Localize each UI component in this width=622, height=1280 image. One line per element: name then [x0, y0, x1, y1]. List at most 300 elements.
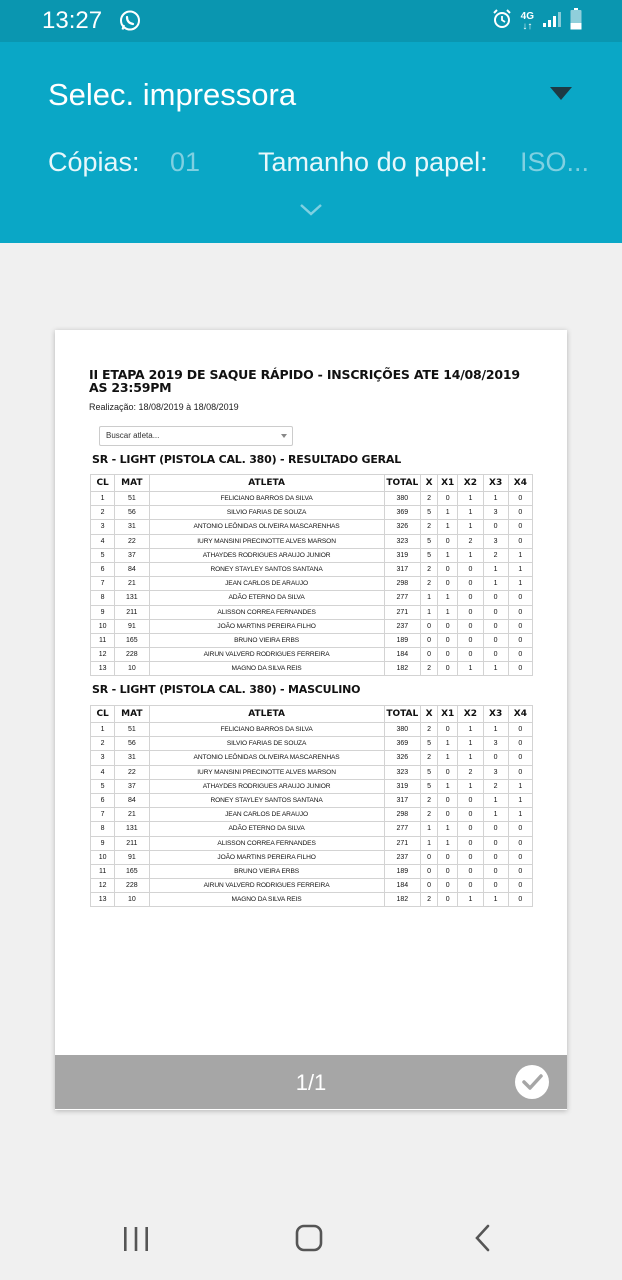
battery-icon — [570, 8, 582, 35]
table-cell: 2 — [420, 793, 437, 807]
athlete-name-cell: JEAN CARLOS DE ARAUJO — [149, 577, 384, 591]
athlete-name-cell: ATHAYDES RODRIGUES ARAUJO JUNIOR — [149, 548, 384, 562]
table-cell: 1 — [458, 893, 483, 907]
athlete-name-cell: JOÃO MARTINS PEREIRA FILHO — [149, 619, 384, 633]
table-cell: 1 — [508, 779, 532, 793]
column-header: X2 — [458, 475, 483, 492]
table-cell: 1 — [438, 605, 458, 619]
table-cell: 277 — [384, 591, 420, 605]
table-cell: 5 — [91, 779, 115, 793]
table-cell: 3 — [483, 765, 508, 779]
table-cell: 2 — [420, 723, 437, 737]
table-cell: 9 — [91, 836, 115, 850]
table-cell: 12 — [91, 879, 115, 893]
table-row — [91, 808, 533, 822]
table-cell: 0 — [458, 619, 483, 633]
table-cell: 0 — [458, 562, 483, 576]
table-row — [91, 879, 533, 893]
table-cell: 0 — [483, 605, 508, 619]
athlete-name-cell: MAGNO DA SILVA REIS — [149, 893, 384, 907]
table-cell: 3 — [91, 751, 115, 765]
table-cell: 5 — [420, 534, 437, 548]
printer-selector[interactable]: Selec. impressora — [48, 77, 297, 112]
table-cell: 1 — [420, 822, 437, 836]
table-cell: 3 — [483, 506, 508, 520]
table-cell: 3 — [483, 534, 508, 548]
document-realization: Realização: 18/08/2019 à 18/08/2019 — [89, 402, 239, 412]
table-row — [91, 662, 533, 676]
athlete-name-cell: AIRUN VALVERD RODRIGUES FERREIRA — [149, 648, 384, 662]
table-cell: 380 — [384, 492, 420, 506]
athlete-name-cell: IURY MANSINI PRECINOTTE ALVES MARSON — [149, 765, 384, 779]
table-cell: 0 — [483, 864, 508, 878]
table-cell: 3 — [91, 520, 115, 534]
table-cell: 8 — [91, 822, 115, 836]
column-header: X3 — [483, 475, 508, 492]
table-cell: 84 — [115, 793, 149, 807]
alarm-icon — [491, 8, 513, 35]
table-cell: 131 — [115, 822, 149, 836]
column-header: TOTAL — [384, 475, 420, 492]
table-cell: 319 — [384, 779, 420, 793]
table-cell: 0 — [438, 534, 458, 548]
table-cell: 0 — [458, 879, 483, 893]
table-cell: 0 — [420, 633, 437, 647]
table-cell: 0 — [483, 822, 508, 836]
table-row — [91, 577, 533, 591]
table-cell: 2 — [420, 577, 437, 591]
table-cell: 323 — [384, 765, 420, 779]
table-cell: 0 — [458, 822, 483, 836]
table-cell: 326 — [384, 751, 420, 765]
athlete-name-cell: ALISSON CORREA FERNANDES — [149, 836, 384, 850]
column-header: ATLETA — [149, 706, 384, 723]
table-cell: 56 — [115, 737, 149, 751]
table-cell: 1 — [483, 793, 508, 807]
table-cell: 1 — [438, 836, 458, 850]
table-cell: 0 — [483, 879, 508, 893]
table-row — [91, 648, 533, 662]
column-header: X1 — [438, 475, 458, 492]
table-cell: 0 — [508, 737, 532, 751]
table-cell: 271 — [384, 605, 420, 619]
table-cell: 10 — [115, 893, 149, 907]
table-cell: 0 — [420, 619, 437, 633]
table-cell: 380 — [384, 723, 420, 737]
table-cell: 1 — [438, 737, 458, 751]
table-cell: 2 — [483, 779, 508, 793]
table-cell: 3 — [483, 737, 508, 751]
table-cell: 0 — [508, 765, 532, 779]
table-cell: 0 — [508, 836, 532, 850]
table-cell: 326 — [384, 520, 420, 534]
athlete-name-cell: ADÃO ETERNO DA SILVA — [149, 591, 384, 605]
table-row — [91, 737, 533, 751]
table-cell: 0 — [508, 492, 532, 506]
table-row — [91, 850, 533, 864]
table-cell: 0 — [508, 534, 532, 548]
table-cell: 131 — [115, 591, 149, 605]
section-title-general: SR - LIGHT (PISTOLA CAL. 380) - RESULTADO GERAL — [92, 453, 402, 466]
table-cell: 1 — [483, 723, 508, 737]
table-cell: 165 — [115, 633, 149, 647]
athlete-name-cell: ADÃO ETERNO DA SILVA — [149, 822, 384, 836]
table-cell: 5 — [420, 765, 437, 779]
table-cell: 2 — [420, 492, 437, 506]
table-cell: 0 — [508, 520, 532, 534]
table-cell: 182 — [384, 662, 420, 676]
table-cell: 37 — [115, 779, 149, 793]
athlete-name-cell: JEAN CARLOS DE ARAUJO — [149, 808, 384, 822]
table-cell: 1 — [438, 520, 458, 534]
table-cell: 0 — [458, 577, 483, 591]
column-header: TOTAL — [384, 706, 420, 723]
athlete-name-cell: BRUNO VIEIRA ERBS — [149, 633, 384, 647]
table-cell: 0 — [458, 633, 483, 647]
table-cell: 2 — [91, 506, 115, 520]
caret-icon — [281, 434, 287, 438]
table-cell: 1 — [438, 548, 458, 562]
table-cell: 56 — [115, 506, 149, 520]
table-cell: 0 — [458, 808, 483, 822]
table-cell: 1 — [420, 591, 437, 605]
recents-icon[interactable] — [122, 1225, 150, 1258]
athlete-name-cell: ATHAYDES RODRIGUES ARAUJO JUNIOR — [149, 779, 384, 793]
table-cell: 0 — [438, 633, 458, 647]
column-header: X — [420, 475, 437, 492]
table-cell: 1 — [458, 723, 483, 737]
table-row — [91, 506, 533, 520]
table-cell: 237 — [384, 619, 420, 633]
print-preview-page[interactable] — [55, 330, 567, 1110]
preview-footer — [55, 1055, 567, 1109]
table-cell: 0 — [438, 765, 458, 779]
table-cell: 298 — [384, 577, 420, 591]
column-header: CL — [91, 706, 115, 723]
athlete-name-cell: MAGNO DA SILVA REIS — [149, 662, 384, 676]
table-cell: 10 — [91, 619, 115, 633]
table-cell: 1 — [438, 506, 458, 520]
table-cell: 51 — [115, 723, 149, 737]
table-row — [91, 492, 533, 506]
table-cell: 2 — [420, 662, 437, 676]
athlete-name-cell: FELICIANO BARROS DA SILVA — [149, 723, 384, 737]
table-cell: 31 — [115, 520, 149, 534]
print-options-header — [0, 42, 622, 243]
table-cell: 0 — [458, 864, 483, 878]
table-cell: 0 — [420, 850, 437, 864]
table-cell: 317 — [384, 793, 420, 807]
athlete-name-cell: SILVIO FARIAS DE SOUZA — [149, 737, 384, 751]
table-cell: 1 — [508, 793, 532, 807]
table-cell: 317 — [384, 562, 420, 576]
table-cell: 0 — [458, 605, 483, 619]
table-cell: 369 — [384, 737, 420, 751]
table-row — [91, 864, 533, 878]
table-cell: 13 — [91, 662, 115, 676]
table-cell: 0 — [438, 492, 458, 506]
table-cell: 211 — [115, 836, 149, 850]
table-cell: 1 — [91, 723, 115, 737]
table-cell: 1 — [483, 662, 508, 676]
navigation-bar — [0, 1195, 622, 1280]
back-icon[interactable] — [472, 1223, 494, 1258]
table-cell: 5 — [420, 737, 437, 751]
athlete-name-cell: IURY MANSINI PRECINOTTE ALVES MARSON — [149, 534, 384, 548]
table-cell: 277 — [384, 822, 420, 836]
table-cell: 1 — [458, 779, 483, 793]
status-bar — [0, 0, 622, 42]
athlete-name-cell: ANTONIO LEÔNIDAS OLIVEIRA MASCARENHAS — [149, 520, 384, 534]
table-row — [91, 548, 533, 562]
table-cell: 1 — [483, 577, 508, 591]
table-row — [91, 836, 533, 850]
table-cell: 0 — [508, 633, 532, 647]
status-time: 13:27 — [42, 7, 103, 34]
table-cell: 0 — [483, 836, 508, 850]
table-cell: 1 — [438, 591, 458, 605]
column-header: ATLETA — [149, 475, 384, 492]
table-cell: 10 — [115, 662, 149, 676]
table-cell: 2 — [483, 548, 508, 562]
table-cell: 0 — [483, 648, 508, 662]
table-cell: 4 — [91, 534, 115, 548]
table-row — [91, 765, 533, 779]
table-cell: 319 — [384, 548, 420, 562]
table-cell: 1 — [458, 751, 483, 765]
table-row — [91, 605, 533, 619]
table-cell: 0 — [438, 850, 458, 864]
table-row — [91, 793, 533, 807]
table-cell: 1 — [508, 808, 532, 822]
page-indicator: 1/1 — [295, 1070, 327, 1095]
table-cell: 0 — [483, 619, 508, 633]
table-cell: 1 — [483, 808, 508, 822]
paper-size-label: Tamanho do papel: — [258, 147, 488, 177]
table-cell: 1 — [483, 492, 508, 506]
table-cell: 6 — [91, 562, 115, 576]
table-cell: 1 — [458, 520, 483, 534]
column-header: CL — [91, 475, 115, 492]
table-cell: 0 — [483, 751, 508, 765]
table-cell: 1 — [458, 737, 483, 751]
table-cell: 298 — [384, 808, 420, 822]
check-icon[interactable] — [515, 1065, 549, 1099]
table-cell: 0 — [483, 591, 508, 605]
table-cell: 2 — [420, 562, 437, 576]
table-cell: 0 — [420, 864, 437, 878]
table-cell: 184 — [384, 648, 420, 662]
document-title: II ETAPA 2019 DE SAQUE RÁPIDO - INSCRIÇÕES ATE 14/08/2019 AS 23:59PM — [89, 367, 520, 395]
column-header: X4 — [508, 706, 532, 723]
table-cell: 1 — [458, 548, 483, 562]
copies-field[interactable]: 01 — [170, 147, 201, 177]
column-header: X1 — [438, 706, 458, 723]
table-cell: 37 — [115, 548, 149, 562]
table-cell: 0 — [483, 633, 508, 647]
table-cell: 0 — [420, 648, 437, 662]
table-cell: 323 — [384, 534, 420, 548]
table-cell: 13 — [91, 893, 115, 907]
table-cell: 1 — [483, 562, 508, 576]
column-header: MAT — [115, 706, 149, 723]
table-cell: 0 — [508, 822, 532, 836]
table-cell: 91 — [115, 619, 149, 633]
table-row — [91, 893, 533, 907]
table-row — [91, 534, 533, 548]
chevron-down-icon[interactable] — [298, 202, 324, 223]
table-cell: 2 — [420, 751, 437, 765]
table-cell: 0 — [458, 850, 483, 864]
table-cell: 0 — [438, 793, 458, 807]
table-row — [91, 591, 533, 605]
column-header: X — [420, 706, 437, 723]
table-cell: 271 — [384, 836, 420, 850]
table-cell: 2 — [420, 893, 437, 907]
table-cell: 189 — [384, 633, 420, 647]
table-row — [91, 723, 533, 737]
table-cell: 184 — [384, 879, 420, 893]
table-cell: 0 — [438, 648, 458, 662]
table-cell: 0 — [420, 879, 437, 893]
athlete-name-cell: RONEY STAYLEY SANTOS SANTANA — [149, 793, 384, 807]
table-cell: 228 — [115, 648, 149, 662]
table-cell: 0 — [508, 648, 532, 662]
table-row — [91, 751, 533, 765]
table-cell: 0 — [508, 506, 532, 520]
home-icon[interactable] — [294, 1223, 324, 1258]
column-header: X4 — [508, 475, 532, 492]
table-cell: 369 — [384, 506, 420, 520]
table-cell: 7 — [91, 577, 115, 591]
table-cell: 0 — [508, 662, 532, 676]
athlete-name-cell: ALISSON CORREA FERNANDES — [149, 605, 384, 619]
copies-label: Cópias: — [48, 147, 140, 177]
table-cell: 2 — [91, 737, 115, 751]
table-cell: 165 — [115, 864, 149, 878]
table-row — [91, 562, 533, 576]
table-cell: 22 — [115, 534, 149, 548]
table-cell: 1 — [508, 577, 532, 591]
table-cell: 21 — [115, 577, 149, 591]
table-cell: 31 — [115, 751, 149, 765]
table-cell: 1 — [438, 822, 458, 836]
table-cell: 0 — [458, 648, 483, 662]
network-type: 4G ↓↑ — [520, 10, 534, 32]
table-cell: 1 — [420, 605, 437, 619]
table-cell: 7 — [91, 808, 115, 822]
table-cell: 21 — [115, 808, 149, 822]
athlete-name-cell: ANTONIO LEÔNIDAS OLIVEIRA MASCARENHAS — [149, 751, 384, 765]
table-cell: 0 — [438, 808, 458, 822]
table-row — [91, 822, 533, 836]
table-cell: 5 — [420, 779, 437, 793]
table-row — [91, 619, 533, 633]
table-cell: 2 — [458, 534, 483, 548]
table-cell: 1 — [458, 662, 483, 676]
table-cell: 189 — [384, 864, 420, 878]
table-cell: 0 — [438, 577, 458, 591]
table-cell: 0 — [483, 850, 508, 864]
table-cell: 11 — [91, 633, 115, 647]
table-cell: 1 — [420, 836, 437, 850]
table-cell: 211 — [115, 605, 149, 619]
table-cell: 1 — [508, 548, 532, 562]
column-header: MAT — [115, 475, 149, 492]
athlete-name-cell: SILVIO FARIAS DE SOUZA — [149, 506, 384, 520]
table-cell: 0 — [438, 619, 458, 633]
table-row — [91, 520, 533, 534]
athlete-name-cell: FELICIANO BARROS DA SILVA — [149, 492, 384, 506]
table-cell: 4 — [91, 765, 115, 779]
table-cell: 6 — [91, 793, 115, 807]
table-cell: 1 — [438, 751, 458, 765]
table-cell: 12 — [91, 648, 115, 662]
table-cell: 0 — [508, 850, 532, 864]
table-cell: 1 — [483, 893, 508, 907]
table-cell: 2 — [420, 520, 437, 534]
table-cell: 9 — [91, 605, 115, 619]
table-cell: 0 — [438, 662, 458, 676]
athlete-name-cell: BRUNO VIEIRA ERBS — [149, 864, 384, 878]
table-cell: 0 — [438, 864, 458, 878]
results-table-male — [90, 705, 533, 907]
table-cell: 10 — [91, 850, 115, 864]
table-cell: 1 — [438, 779, 458, 793]
table-cell: 0 — [458, 836, 483, 850]
table-cell: 0 — [508, 605, 532, 619]
table-cell: 5 — [420, 548, 437, 562]
table-cell: 1 — [458, 506, 483, 520]
table-cell: 0 — [438, 879, 458, 893]
section-title-male: SR - LIGHT (PISTOLA CAL. 380) - MASCULINO — [92, 683, 361, 696]
athlete-name-cell: AIRUN VALVERD RODRIGUES FERREIRA — [149, 879, 384, 893]
table-cell: 0 — [438, 723, 458, 737]
dropdown-arrow-icon[interactable] — [550, 87, 572, 106]
table-cell: 0 — [483, 520, 508, 534]
table-cell: 22 — [115, 765, 149, 779]
table-cell: 0 — [508, 723, 532, 737]
paper-size-selector[interactable]: ISO... — [520, 147, 590, 177]
table-cell: 5 — [420, 506, 437, 520]
athlete-name-cell: RONEY STAYLEY SANTOS SANTANA — [149, 562, 384, 576]
table-cell: 84 — [115, 562, 149, 576]
table-cell: 0 — [508, 879, 532, 893]
column-header: X2 — [458, 706, 483, 723]
table-cell: 0 — [508, 591, 532, 605]
table-cell: 11 — [91, 864, 115, 878]
table-cell: 0 — [508, 893, 532, 907]
table-cell: 8 — [91, 591, 115, 605]
table-cell: 2 — [420, 808, 437, 822]
table-cell: 0 — [508, 751, 532, 765]
table-cell: 51 — [115, 492, 149, 506]
athlete-search-select — [99, 426, 293, 446]
table-cell: 91 — [115, 850, 149, 864]
signal-icon — [542, 10, 562, 33]
table-cell: 2 — [458, 765, 483, 779]
table-row — [91, 633, 533, 647]
table-cell: 0 — [458, 591, 483, 605]
table-cell: 0 — [438, 893, 458, 907]
table-cell: 228 — [115, 879, 149, 893]
search-placeholder: Buscar atleta... — [106, 431, 160, 440]
table-cell: 182 — [384, 893, 420, 907]
column-header: X3 — [483, 706, 508, 723]
results-table-general — [90, 474, 533, 676]
table-row — [91, 779, 533, 793]
table-cell: 1 — [508, 562, 532, 576]
